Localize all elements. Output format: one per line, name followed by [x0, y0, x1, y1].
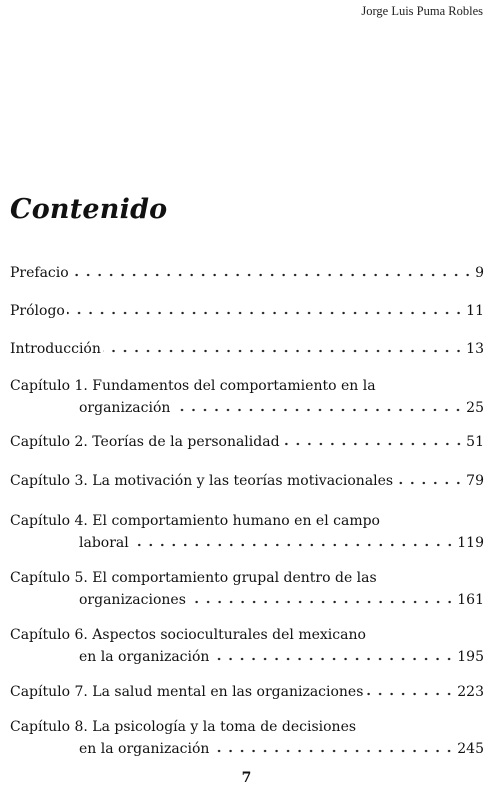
toc-entry-prologo[interactable] [10, 300, 484, 322]
entry-title: Prefacio [10, 265, 69, 281]
dot-leader [188, 600, 455, 604]
entry-title: Capítulo 4. El comportamiento humano en el campo [10, 513, 380, 529]
toc-entry-chapter-6[interactable] [10, 624, 484, 668]
toc-entry-chapter-8[interactable] [10, 716, 484, 760]
entry-title-continued: organizaciones [79, 592, 186, 608]
entry-title-continued: organización [79, 400, 171, 416]
entry-title-continued: en la organización [79, 649, 210, 665]
dot-leader [211, 657, 455, 661]
entry-page: 79 [466, 473, 484, 489]
toc-entry-chapter-2[interactable] [10, 431, 484, 453]
toc-entry-chapter-5[interactable] [10, 567, 484, 611]
dot-leader [71, 273, 473, 277]
entry-title: Capítulo 2. Teorías de la personalidad [10, 434, 280, 450]
toc-entry-chapter-3[interactable] [10, 470, 484, 492]
contents-title: Contenido [10, 194, 168, 225]
entry-title: Capítulo 6. Aspectos socioculturales del mexicano [10, 627, 366, 643]
entry-title: Capítulo 7. La salud mental en las organizaciones [10, 684, 364, 700]
entry-title: Capítulo 8. La psicología y la toma de decisiones [10, 719, 357, 735]
entry-page: 119 [457, 535, 484, 551]
entry-title: Prólogo [10, 303, 65, 319]
entry-title: Capítulo 1. Fundamentos del comportamiento en la [10, 378, 376, 394]
toc-entry-prefacio[interactable] [10, 262, 484, 284]
entry-page: 9 [475, 265, 484, 281]
toc-entry-chapter-1[interactable] [10, 375, 484, 419]
dot-leader [67, 311, 464, 315]
dot-leader [282, 442, 465, 446]
toc-entry-chapter-4[interactable] [10, 510, 484, 554]
entry-page: 223 [457, 684, 484, 700]
toc-entry-introduccion[interactable] [10, 338, 484, 360]
entry-page: 161 [457, 592, 484, 608]
dot-leader [395, 481, 464, 485]
entry-page: 195 [457, 649, 484, 665]
entry-title: Capítulo 5. El comportamiento grupal dentro de las [10, 570, 377, 586]
running-header-author: Jorge Luis Puma Robles [361, 4, 483, 18]
page-number: 7 [241, 770, 252, 786]
entry-title-continued: en la organización [79, 741, 210, 757]
entry-title-continued: laboral [79, 535, 129, 551]
entry-page: 13 [466, 341, 484, 357]
dot-leader [211, 749, 455, 753]
entry-page: 51 [466, 434, 484, 450]
entry-page: 245 [457, 741, 484, 757]
dot-leader [103, 349, 464, 353]
entry-title: Capítulo 3. La motivación y las teorías motivacionales [10, 473, 394, 489]
toc-entry-chapter-7[interactable] [10, 681, 484, 703]
entry-title: Introducción [10, 341, 101, 357]
entry-page: 11 [466, 303, 484, 319]
entry-page: 25 [466, 400, 484, 416]
dot-leader [365, 692, 455, 696]
dot-leader [172, 408, 464, 412]
dot-leader [131, 543, 456, 547]
